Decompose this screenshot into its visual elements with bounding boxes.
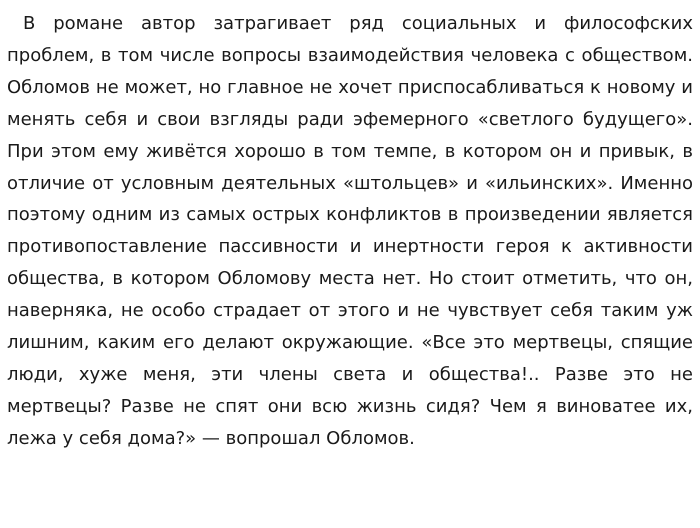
body-paragraph: В романе автор затрагивает ряд социальных и философских проблем, в том числе вопросы взаимодействия человека с обществом. Обломов не может, но главное не хочет приспосабливаться к новому и менять себя и свои взгляды ради эфемерного «светлого будущего». При этом ему живётся хорошо в том темпе, в котором он и привык, в отличие от условным деятельных «штольцев» и «ильинских». Именно поэтому одним из самых острых конфликтов в произведении является противопоставление пассивности и инертности героя к активности общества, в котором Обломову места нет. Но стоит отметить, что он, наверняка, не особо страдает от этого и не чувствует себя таким уж лишним, каким его делают окружающие. «Все это мертвецы, спящие люди, хуже меня, эти члены света и общества!.. Разве это не мертвецы? Разве не спят они всю жизнь сидя? Чем я виноватее их, лежа у себя дома?» — вопрошал Обломов. (7, 13, 693, 449)
